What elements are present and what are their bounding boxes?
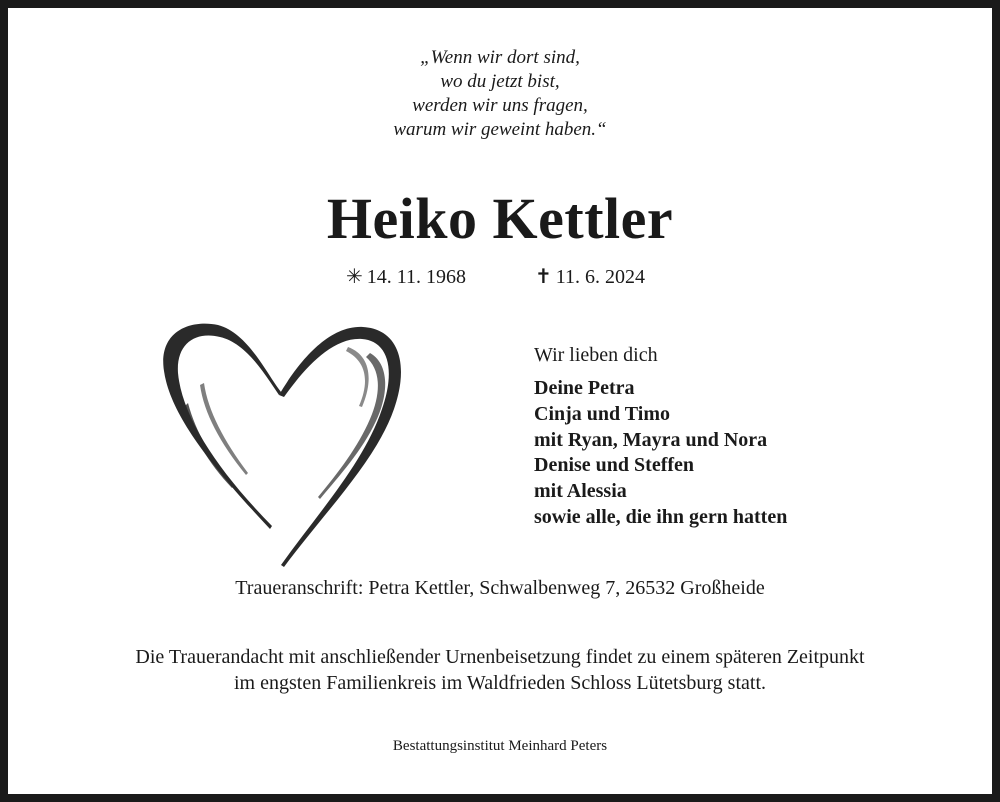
heart-brush-icon [148,313,408,571]
quote-line: warum wir geweint haben.“ [393,119,607,140]
birth-date [346,265,466,289]
death-date-value: 11. 6. 2024 [555,266,646,288]
star-icon: ✳ [346,266,363,288]
deceased-name: Heiko Kettler [326,186,674,251]
family-member: sowie alle, die ihn gern hatten [534,505,788,528]
family-member: mit Alessia [534,480,627,503]
family-signatures [534,342,787,531]
birth-date-value: 14. 11. 1968 [366,266,467,288]
family-member: Cinja und Timo [534,402,670,425]
family-member: Deine Petra [534,377,635,399]
quote-line: wo du jetzt bist, [440,71,560,92]
family-member: Denise und Steffen [534,454,695,477]
obituary-notice [8,8,992,794]
family-intro: Wir lieben dich [534,344,658,366]
quote-line: „Wenn wir dort sind, [420,47,580,68]
notice-line: Die Trauerandacht mit anschließender Urnenbeisetzung findet zu einem späteren Zeitpunkt [135,646,865,668]
funeral-notice [8,644,992,696]
quote [8,46,992,142]
death-date [535,265,645,289]
notice-line: im engsten Familienkreis im Waldfrieden Schloss Lütetsburg statt. [233,672,767,694]
undertaker-name: Bestattungsinstitut Meinhard Peters [392,738,608,754]
quote-line: werden wir uns fragen, [412,95,588,116]
cross-icon: ✝ [535,266,552,288]
family-member: mit Ryan, Mayra und Nora [534,428,768,451]
mourning-address: Traueranschrift: Petra Kettler, Schwalbenweg 7, 26532 Großheide [235,577,765,599]
